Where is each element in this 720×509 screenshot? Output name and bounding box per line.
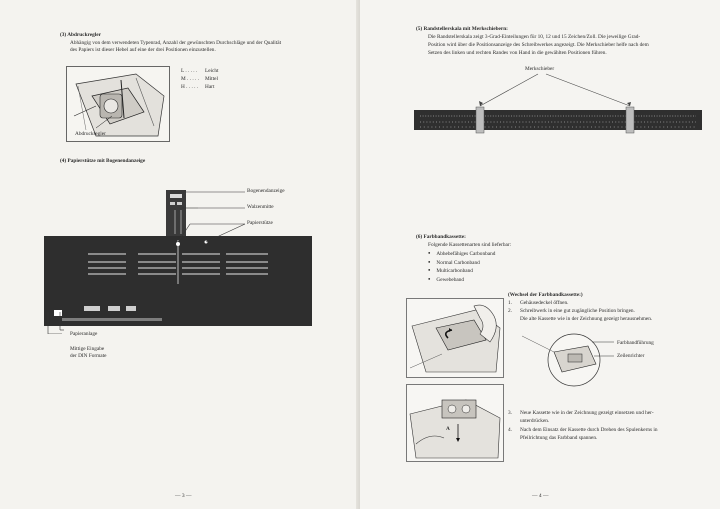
randstellerskala-figure	[410, 72, 705, 138]
section-6-intro: Folgende Kassettenarten sind lieferbar:	[428, 242, 512, 248]
step-2-text: Schreibwerk in eine gut zugängliche Position bringen.	[520, 308, 635, 314]
papierstuetze-label: Papierstütze	[247, 220, 273, 226]
step-3b-text: unterdrücken.	[520, 418, 550, 424]
pressure-h-label: Hart	[205, 84, 215, 90]
walzenmitte-label: Walzenmitte	[247, 204, 274, 210]
step-3-text: Neue Kassette wie in der Zeichnung gezeigt einsetzen und her-	[520, 410, 654, 416]
kassette-entnahme-figure	[406, 298, 504, 378]
pressure-h-code: H . . . . .	[181, 84, 199, 90]
step-2-num: 2.	[508, 308, 512, 314]
zeilenrichter-label: Zeilenrichter	[617, 353, 645, 359]
section-5-heading: (5) Randstellerskala mit Merkschiebern:	[416, 26, 508, 32]
section-3-heading: (3) Abdruckregler	[60, 32, 101, 38]
detail-label-a: A	[446, 426, 450, 432]
papieranlage-label: Papieranlage	[70, 331, 98, 337]
ribbon-type-item: ● Gewebeband	[428, 276, 495, 285]
page-4	[360, 0, 720, 509]
section-5-body-line-1: Die Randstellerskala zeigt 3-Grad-Einteilungen für 10, 12 und 15 Zeichen/Zoll. Die jeweilige Grad-	[428, 34, 641, 40]
bogenendanzeige-label: Bogenendanzeige	[247, 188, 285, 194]
pressure-l-label: Leicht	[205, 68, 219, 74]
section-6-heading: (6) Farbbandkassette:	[416, 234, 466, 240]
step-2b-text: Die alte Kassette wie in der Zeichnung gezeigt herausnehmen.	[520, 316, 653, 322]
ribbon-type-item: ● Multicarbonband	[428, 267, 495, 276]
kassette-detail-figure	[520, 332, 616, 388]
step-1-num: 1.	[508, 300, 512, 306]
step-4b-text: Pfeilrichtung das Farbband spannen.	[520, 435, 598, 441]
papierstuetze-figure	[40, 188, 320, 334]
step-4-text: Nach dem Einsatz der Kassette durch Drehen des Spulenkerns in	[520, 427, 658, 433]
section-5-body-line-2: Position wird über die Positionsanzeige des Schreibwerkes angezeigt. Die Merkschieber helfe nach dem	[428, 42, 649, 48]
section-3-body-line-2: des Papiers ist dieser Hebel auf eine der drei Positionen einzustellen.	[70, 47, 216, 53]
pressure-m-code: M . . . . .	[181, 76, 199, 82]
ribbon-type-list	[428, 250, 495, 284]
section-4-heading: (4) Papierstütze mit Bogenendanzeige	[60, 158, 146, 164]
farbbandfuehrung-label: Farbbandführung	[617, 340, 654, 346]
section-5-body-line-3: Setzen des linken und rechten Randes von Hand in die gewählten Positionen führen.	[428, 50, 607, 56]
pressure-l-code: L . . . . .	[181, 68, 198, 74]
page-number-right: — 4 —	[532, 493, 549, 499]
section-3-body-line-1: Abhängig von dem verwendeten Typenrad, Anzahl der gewünschten Durchschläge und der Qualität	[70, 40, 282, 46]
step-4-num: 4.	[508, 427, 512, 433]
ribbon-type-item: ● Abhebefähiges Carbonband	[428, 250, 495, 259]
din-format-label-1: Mittige Eingabe	[70, 346, 105, 352]
page-number-left: — 3 —	[175, 493, 192, 499]
merkschieber-label: Merkschieber	[525, 66, 555, 72]
step-1-text: Gehäusedeckel öffnen.	[520, 300, 569, 306]
step-3-num: 3.	[508, 410, 512, 416]
abdruckregler-label: Abdruckregler	[75, 131, 106, 137]
kassette-einsetzen-figure	[406, 384, 504, 462]
ribbon-type-item: ● Normal Carbonband	[428, 259, 495, 268]
din-format-label-2: der DIN Formate	[70, 353, 107, 359]
pressure-m-label: Mittel	[205, 76, 218, 82]
wechsel-heading: (Wechsel der Farbbandkassette:)	[508, 292, 583, 298]
